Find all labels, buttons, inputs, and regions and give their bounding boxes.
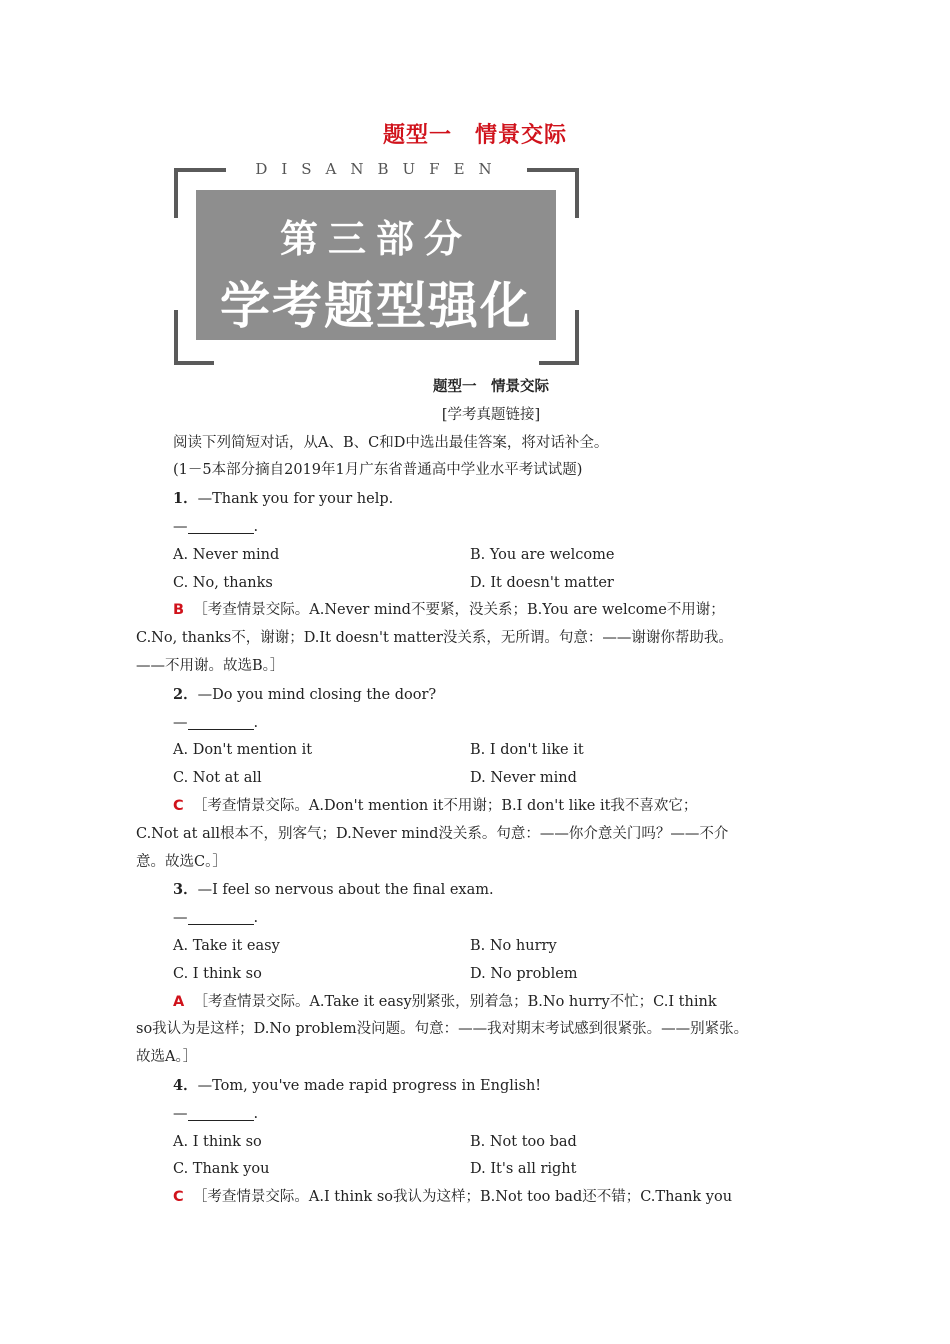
dash: — [173,910,188,927]
explanation-text: ［考查情景交际。A.Don't mention it不用谢；B.I don't like it我不喜欢它； [192,797,698,814]
question-1 [136,485,826,681]
question-text: —I feel so nervous about the final exam. [197,882,494,899]
option-b: B. I don't like it [470,742,584,759]
period: . [253,518,259,535]
explanation-text: ——不用谢。故选B。］ [136,657,285,674]
banner-line2: 学考题型强化 [220,277,532,335]
option-b: B. You are welcome [470,546,615,563]
question-3 [136,876,826,1072]
option-d: D. Never mind [470,770,577,787]
dash: — [173,1105,188,1122]
question-stem [136,1072,826,1101]
options-row [136,765,826,793]
question-text: —Tom, you've made rapid progress in English! [197,1077,542,1094]
option-a: A. Don't mention it [173,742,313,759]
answer-line [136,514,826,542]
answer-key: C [173,797,184,814]
answer-blank [188,908,254,925]
explanation-text: C.No, thanks不，谢谢；D.It doesn't matter没关系，无所谓。句意：——谢谢你帮助我。 [136,630,733,647]
banner-panel [196,190,556,340]
option-c: C. Not at all [173,770,262,787]
options-row [136,737,826,765]
options-row [136,961,826,989]
question-number: 3． [173,881,198,899]
dash: — [173,714,188,731]
explanation [136,793,826,821]
banner-frame-br-h [539,361,579,365]
options-row [136,1129,826,1157]
explanation-text: ［考查情景交际。A.I think so我认为这样；B.Not too bad还不错；C.Thank you [192,1189,733,1206]
period: . [253,1105,259,1122]
answer-blank [188,1104,254,1121]
options-row [136,542,826,570]
banner-pinyin-text: DISANBUFEN [255,160,506,178]
banner-frame-bl-v [174,310,178,365]
question-4 [136,1072,826,1212]
question-stem [136,876,826,905]
option-d: D. It's all right [470,1161,577,1178]
explanation-text: ［考查情景交际。A.Take it easy别紧张，别着急；B.No hurry不忙；C.I think [193,993,717,1010]
answer-blank [188,517,254,534]
option-a: A. Take it easy [173,937,280,954]
page-title: 题型一 情景交际 [382,123,567,148]
instruction: 阅读下列简短对话，从A、B、C和D中选出最佳答案，将对话补全。 [173,434,609,451]
explanation-text: ［考查情景交际。A.Never mind不要紧，没关系；B.You are welcome不用谢； [193,602,725,619]
explanation-text: so我认为是这样；D.No problem没问题。句意：——我对期末考试感到很紧张。——别紧张。 [136,1021,749,1038]
options-row [136,1156,826,1184]
option-d: D. No problem [470,965,578,982]
banner-line1: 第三部分 [279,217,472,261]
question-stem [136,485,826,514]
source-note: (1－5本部分摘自2019年1月广东省普通高中学业水平考试试题) [173,462,583,479]
explanation-text: 故选A。］ [136,1049,198,1066]
answer-line [136,710,826,738]
period: . [253,714,259,731]
answer-key: B [173,602,185,619]
option-b: B. No hurry [470,937,557,954]
question-number: 4． [173,1076,198,1094]
answer-line [136,905,826,933]
explanation [136,1184,826,1212]
section-subtitle: [学考真题链接] [441,406,541,423]
answer-line [136,1101,826,1129]
option-a: A. I think so [173,1133,262,1150]
dash: — [173,518,188,535]
question-text: —Thank you for your help. [197,491,394,508]
banner-frame-bl-h [174,361,214,365]
section-banner [174,160,579,365]
answer-key: C [173,1189,184,1206]
option-c: C. I think so [173,965,262,982]
option-a: A. Never mind [173,546,280,563]
question-number: 1． [173,490,198,508]
explanation-text: C.Not at all根本不，别客气；D.Never mind没关系。句意：——你介意关门吗？——不介 [136,825,729,842]
option-d: D. It doesn't matter [470,574,614,591]
explanation [136,597,826,625]
explanation-text: 意。故选C。］ [136,853,227,870]
question-stem [136,681,826,710]
banner-pinyin [174,160,579,180]
options-row [136,570,826,598]
period: . [253,910,259,927]
option-c: C. Thank you [173,1161,270,1178]
option-c: C. No, thanks [173,574,273,591]
options-row [136,933,826,961]
document-body [136,374,826,1212]
question-2 [136,681,826,877]
answer-blank [188,713,254,730]
explanation [136,989,826,1017]
section-title: 题型一 情景交际 [433,379,549,395]
question-text: —Do you mind closing the door? [197,686,437,703]
banner-frame-br-v [575,310,579,365]
option-b: B. Not too bad [470,1133,577,1150]
answer-key: A [173,993,185,1010]
question-number: 2． [173,685,198,703]
